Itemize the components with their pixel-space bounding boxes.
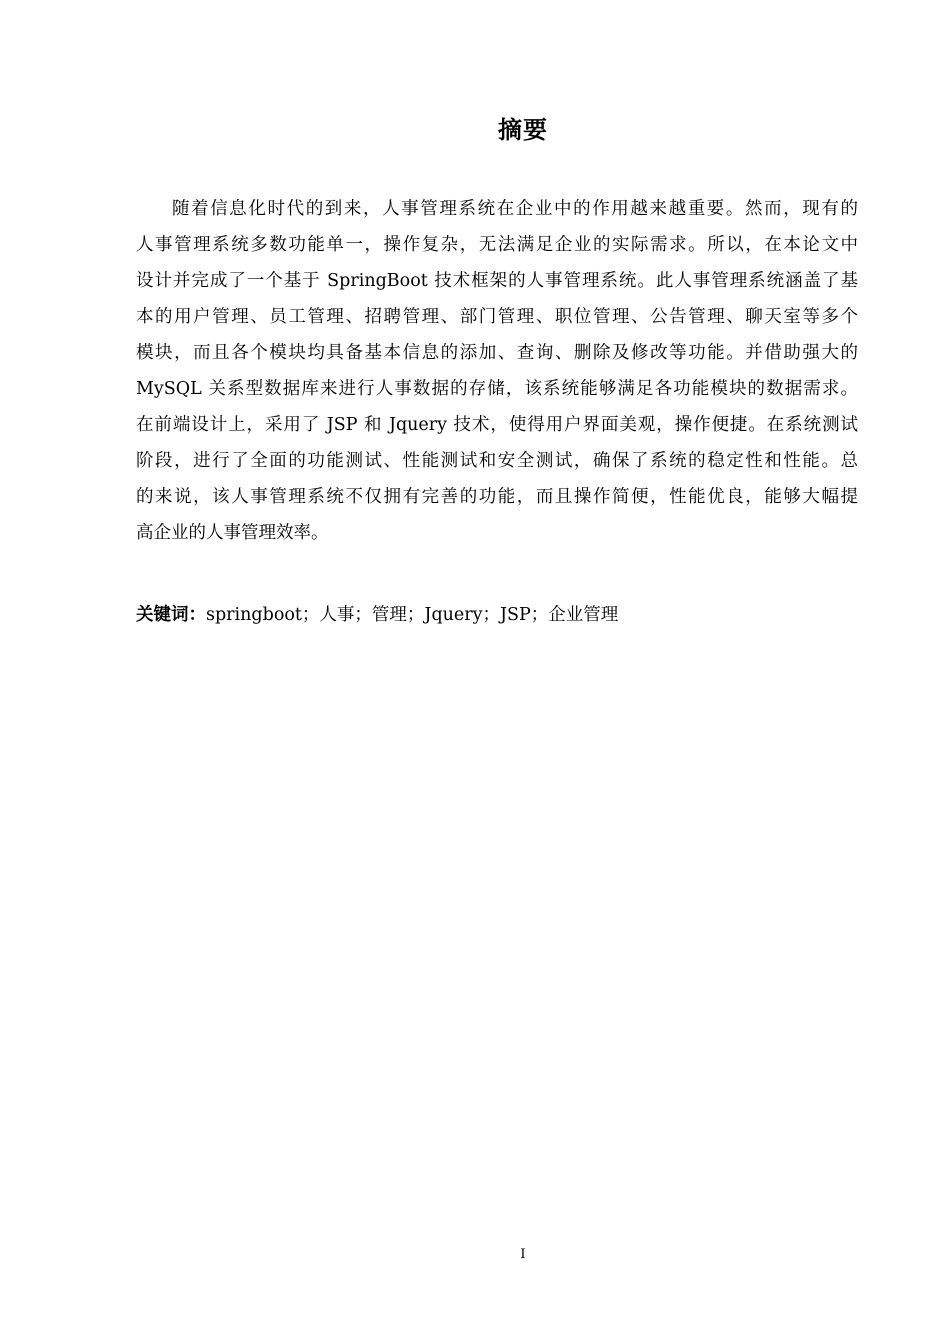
abstract-line-5: 模块，而且各个模块均具备基本信息的添加、查询、删除及修改等功能。并借助强大的 bbox=[136, 343, 858, 363]
abstract-line-3: 设计并完成了一个基于 SpringBoot 技术框架的人事管理系统。此人事管理系统涵盖了基 bbox=[136, 271, 858, 291]
keywords-line bbox=[136, 597, 618, 633]
abstract-line-6: MySQL 关系型数据库来进行人事数据的存储，该系统能够满足各功能模块的数据需求。 bbox=[136, 379, 858, 399]
abstract-line-4: 本的用户管理、员工管理、招聘管理、部门管理、职位管理、公告管理、聊天室等多个 bbox=[136, 307, 858, 327]
abstract-line-1: 随着信息化时代的到来，人事管理系统在企业中的作用越来越重要。然而，现有的 bbox=[172, 199, 858, 219]
abstract-body bbox=[136, 191, 858, 551]
abstract-line-7: 在前端设计上，采用了 JSP 和 Jquery 技术，使得用户界面美观，操作便捷。在系统测试 bbox=[136, 415, 858, 435]
abstract-line-2: 人事管理系统多数功能单一，操作复杂，无法满足企业的实际需求。所以，在本论文中 bbox=[136, 235, 858, 255]
abstract-line-8: 阶段，进行了全面的功能测试、性能测试和安全测试，确保了系统的稳定性和性能。总 bbox=[136, 451, 858, 471]
abstract-title: 摘要 bbox=[498, 116, 548, 144]
keywords-label: 关键词： bbox=[136, 605, 206, 625]
keywords-text: springboot；人事；管理；Jquery；JSP；企业管理 bbox=[206, 605, 619, 625]
abstract-line-9: 的来说，该人事管理系统不仅拥有完善的功能，而且操作简便，性能优良，能够大幅提 bbox=[136, 487, 858, 507]
abstract-line-10: 高企业的人事管理效率。 bbox=[136, 523, 329, 543]
page-number: I bbox=[520, 1247, 526, 1262]
